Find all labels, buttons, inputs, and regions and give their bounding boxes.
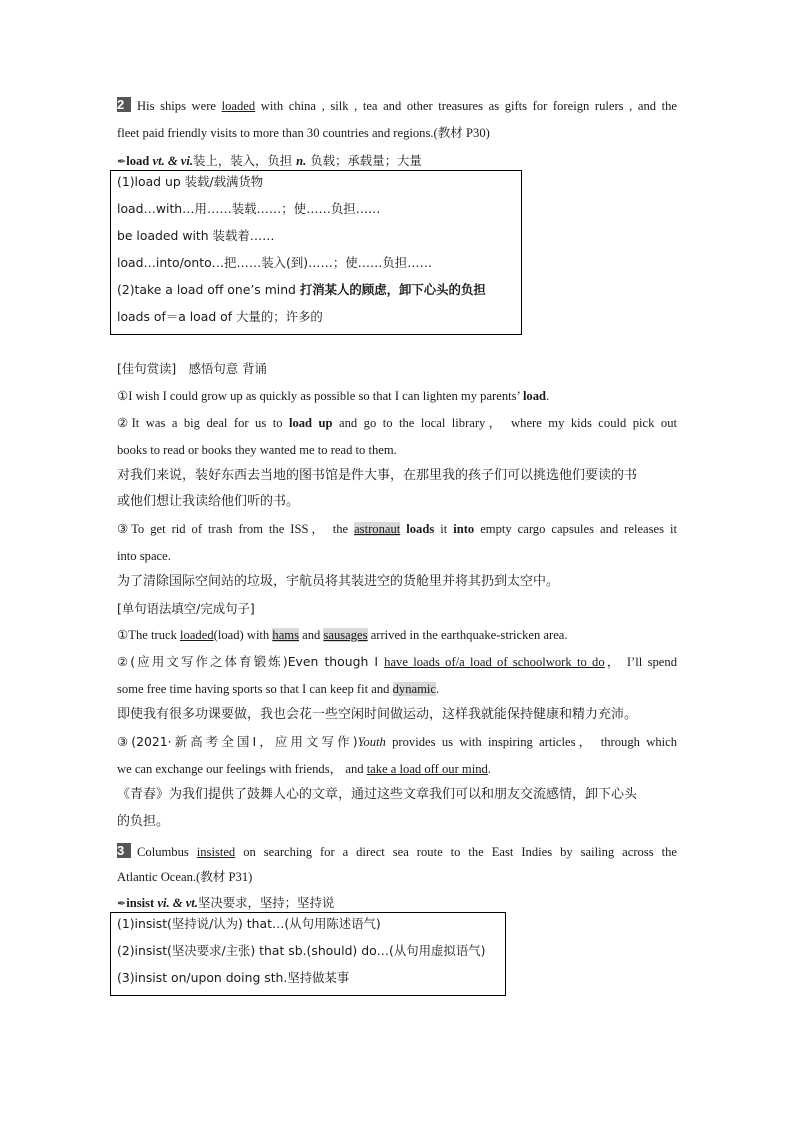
item2-definition: ✒load vt. & vi.装上，装入，负担 n. 负载；承载量；大量 bbox=[117, 153, 422, 168]
example-sentence-2-cont: books to read or books they wanted me to read to them. bbox=[117, 443, 397, 457]
item2-sentence-line1: 2 His ships were loaded with china , silk , tea and other treasures as gifts for foreign rulers , and the bbox=[117, 97, 677, 113]
pen-icon: ✒ bbox=[117, 155, 127, 168]
usage-line: be loaded with 装载着…… bbox=[117, 228, 275, 243]
answer-have-loads-of: have loads of/a load of schoolwork to do bbox=[384, 655, 605, 669]
keyword-loaded: loaded bbox=[221, 99, 256, 113]
usage-box-insist bbox=[110, 912, 506, 996]
usage-line: (1)load up 装载/载满货物 bbox=[117, 174, 264, 189]
usage-line: (1)insist(坚持说/认为) that…(从句用陈述语气) bbox=[117, 916, 381, 931]
keyword-insisted: insisted bbox=[196, 845, 236, 859]
example-sentence-1: ①I wish I could grow up as quickly as possible so that I can lighten my parents’ load. bbox=[117, 389, 550, 403]
example-sentence-3-cont: into space. bbox=[117, 549, 171, 563]
headword-load: load bbox=[126, 154, 150, 168]
item3-sentence-line2: Atlantic Ocean.(教材 P31) bbox=[117, 870, 253, 884]
item2-sentence-line2: fleet paid friendly visits to more than 30 countries and regions.(教材 P30) bbox=[117, 126, 490, 140]
exercise-2: ②(应用文写作之体育锻炼)Even though I have loads of/a load of schoolwork to do， I’ll spend bbox=[117, 654, 677, 669]
usage-line: load…with…用……装载……；使……负担…… bbox=[117, 201, 381, 216]
usage-line: (2)insist(坚决要求/主张) that sb.(should) do…(从句用虚拟语气) bbox=[117, 943, 486, 958]
item-number-badge: 3 bbox=[117, 843, 131, 858]
section-header-appreciation: [佳句赏读] 感悟句意 背诵 bbox=[117, 361, 267, 376]
answer-loaded: loaded bbox=[180, 628, 214, 642]
item3-sentence-line1: 3 Columbus insisted on searching for a direct sea route to the East Indies by sailing across the bbox=[117, 843, 677, 859]
answer-take-a-load-off: take a load off our mind bbox=[366, 762, 488, 776]
exercise-3: ③(2021·新高考全国Ⅰ，应用文写作)Youth provides us with inspiring articles， through which bbox=[117, 734, 678, 749]
usage-line: (2)take a load off one’s mind 打消某人的顾虑，卸下心头的负担 bbox=[117, 282, 486, 297]
translation-exercise-3-line1: 《青春》为我们提供了鼓舞人心的文章，通过这些文章我们可以和朋友交流感情，卸下心头 bbox=[117, 787, 638, 802]
item-number-badge: 2 bbox=[117, 97, 131, 112]
section-header-exercise: [单句语法填空/完成句子] bbox=[117, 601, 255, 616]
translation-exercise-2: 即使我有很多功课要做，我也会花一些空闲时间做运动，这样我就能保持健康和精力充沛。 bbox=[117, 707, 638, 722]
usage-line: load…into/onto…把……装入(到)……；使……负担…… bbox=[117, 255, 432, 270]
exercise-2-cont: some free time having sports so that I can keep fit and dynamic. bbox=[117, 682, 440, 696]
usage-line: loads of＝a load of 大量的；许多的 bbox=[117, 309, 323, 324]
exercise-3-cont: we can exchange our feelings with friends， and take a load off our mind. bbox=[117, 762, 491, 776]
usage-line: (3)insist on/upon doing sth.坚持做某事 bbox=[117, 970, 350, 985]
translation-2-line1: 对我们来说，装好东西去当地的图书馆是件大事，在那里我的孩子们可以挑选他们要读的书 bbox=[117, 468, 638, 483]
pen-icon: ✒ bbox=[117, 897, 127, 910]
headword-insist: insist bbox=[126, 896, 155, 910]
item3-definition: ✒insist vi. & vt.坚决要求，坚持；坚持说 bbox=[117, 895, 335, 910]
translation-2-line2: 或他们想让我读给他们听的书。 bbox=[117, 494, 300, 509]
example-sentence-2: ②It was a big deal for us to load up and go to the local library， where my kids could pick out bbox=[117, 416, 677, 430]
translation-exercise-3-line2: 的负担。 bbox=[117, 814, 170, 829]
exercise-1: ①The truck loaded(load) with hams and sausages arrived in the earthquake-stricken area. bbox=[117, 628, 568, 642]
example-sentence-3: ③To get rid of trash from the ISS， the astronaut loads it into empty cargo capsules and releases it bbox=[117, 522, 678, 536]
translation-3: 为了清除国际空间站的垃圾，宇航员将其装进空的货舱里并将其扔到太空中。 bbox=[117, 574, 560, 589]
usage-box-load bbox=[110, 170, 522, 335]
